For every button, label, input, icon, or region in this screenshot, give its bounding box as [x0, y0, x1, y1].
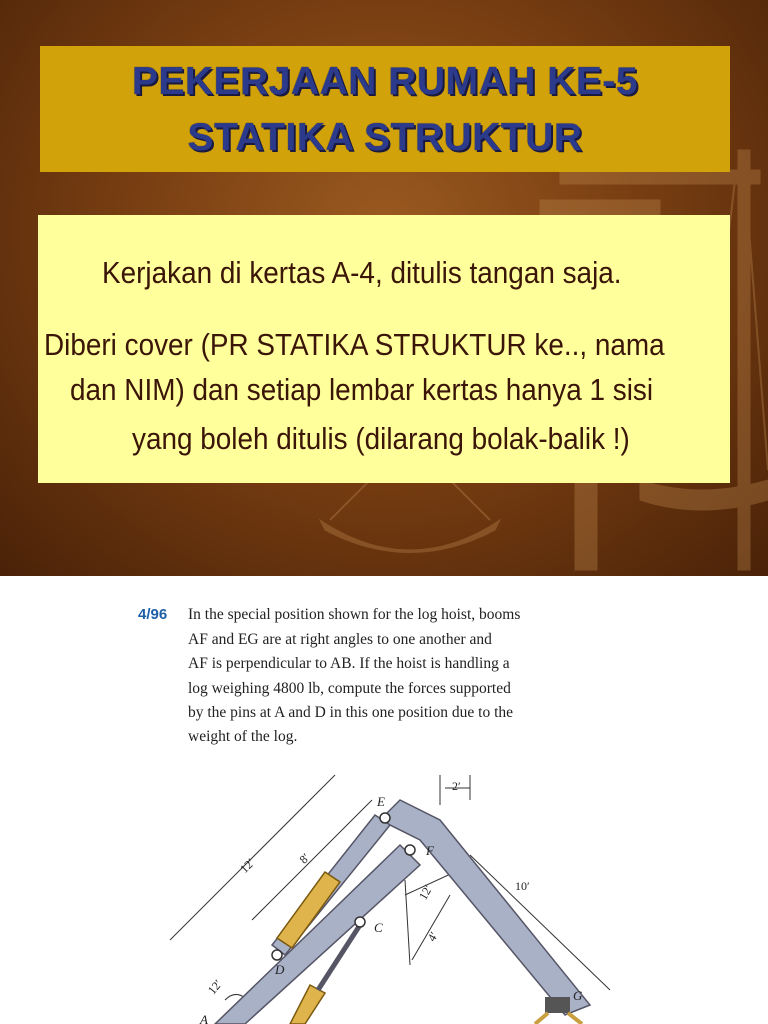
- log-hoist-figure: [0, 760, 768, 1024]
- dim-10ft: 10′: [515, 879, 530, 893]
- dim-2ft: 2′: [452, 779, 461, 793]
- instruction-line-2: Diberi cover (PR STATIKA STRUKTUR ke.., nama: [44, 327, 665, 362]
- dim-8ft: 8′: [296, 850, 313, 867]
- problem-text-line-3: AF is perpendicular to AB. If the hoist is handling a: [188, 655, 510, 672]
- dim-12ft-lower: 12′: [204, 976, 225, 998]
- problem-text-line-6: weight of the log.: [188, 728, 298, 745]
- instruction-line-1: Kerjakan di kertas A-4, ditulis tangan saja.: [102, 255, 622, 290]
- label-g: G: [573, 988, 583, 1003]
- label-f: F: [426, 843, 434, 858]
- dim-12ft-mid: 12′: [415, 882, 436, 903]
- dim-12ft-upper: 12′: [237, 855, 258, 876]
- pin-d: [272, 950, 282, 960]
- label-a: A: [200, 1012, 208, 1024]
- problem-number: 4/96: [138, 606, 168, 623]
- title-line-2: STATIKA STRUKTUR: [187, 116, 583, 159]
- pin-e: [380, 813, 390, 823]
- pin-f: [405, 845, 415, 855]
- problem-text-line-5: by the pins at A and D in this one position due to the: [188, 704, 514, 721]
- instruction-line-3: dan NIM) dan setiap lembar kertas hanya 1 sisi: [70, 372, 654, 407]
- label-d: D: [275, 962, 285, 977]
- label-e: E: [377, 794, 385, 809]
- problem-text-line-2: AF and EG are at right angles to one another and: [188, 631, 492, 648]
- dim-4ft: 4′: [424, 929, 441, 944]
- label-c: C: [374, 920, 383, 935]
- title-box: [40, 46, 730, 172]
- instruction-box: [38, 215, 730, 483]
- instruction-line-4: yang boleh ditulis (dilarang bolak-balik !): [132, 421, 630, 456]
- hoist-hook: [545, 997, 570, 1013]
- problem-text-line-1: In the special position shown for the log hoist, booms: [188, 606, 521, 623]
- boom-eg: [380, 800, 590, 1015]
- title-line-1: PEKERJAAN RUMAH KE-5: [131, 60, 639, 103]
- pin-c: [355, 917, 365, 927]
- problem-text-line-4: log weighing 4800 lb, compute the forces supported: [188, 680, 511, 697]
